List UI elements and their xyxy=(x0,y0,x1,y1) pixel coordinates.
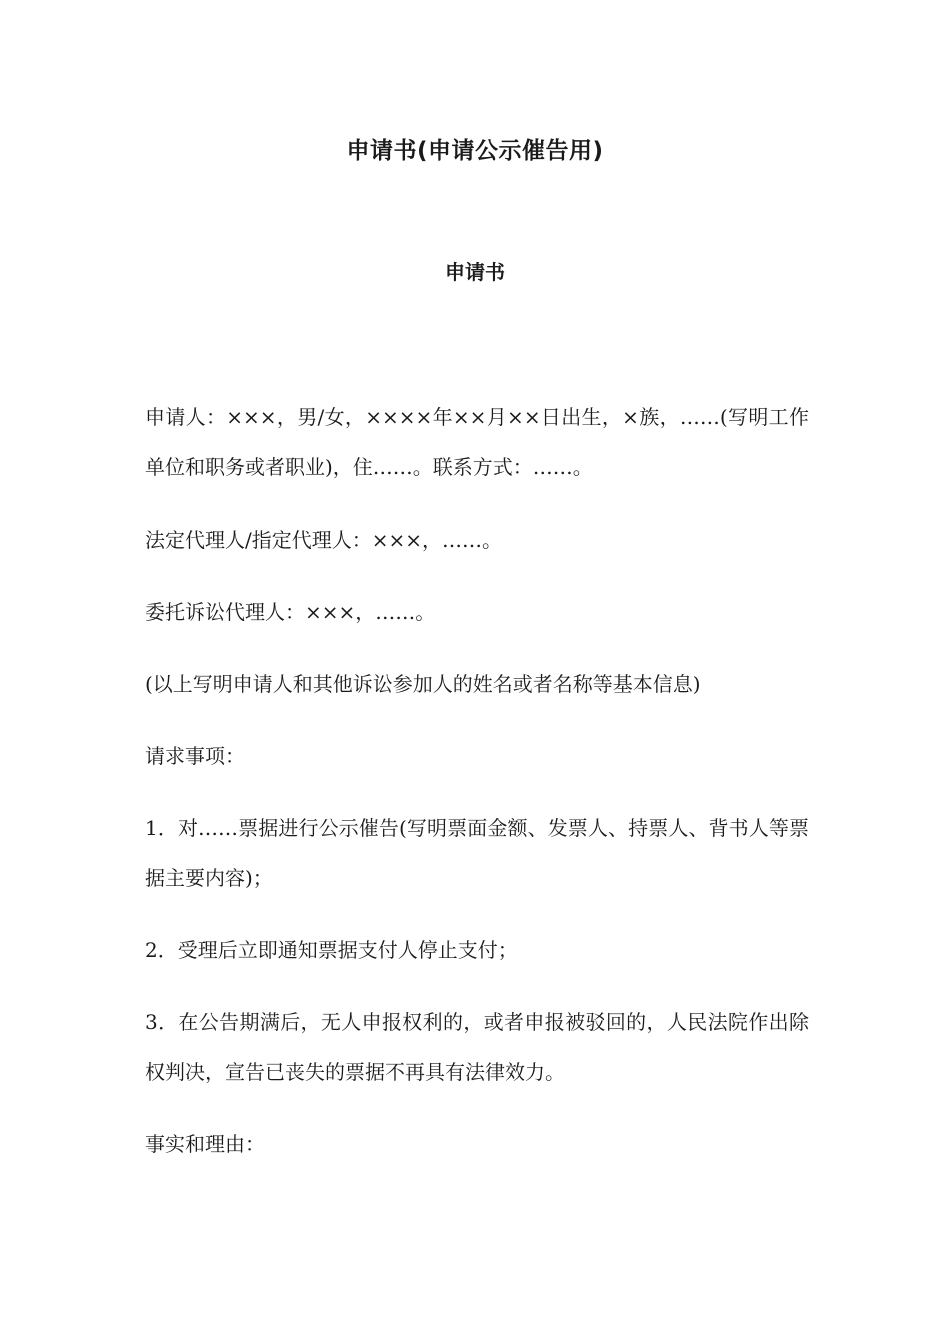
entrusted-agent-paragraph: 委托诉讼代理人：×××，……。 xyxy=(145,600,436,624)
legal-agent-paragraph: 法定代理人/指定代理人：×××，……。 xyxy=(145,528,503,552)
document-title: 申请书(申请公示催告用) xyxy=(346,138,604,164)
claim-item-3: 3．在公告期满后，无人申报权利的，或者申报被驳回的，人民法院作出除权判决，宣告已丧失的票据不再具有法律效力。 xyxy=(145,1010,809,1084)
claim-item-2: 2．受理后立即通知票据支付人停止支付； xyxy=(145,938,518,962)
document-subtitle: 申请书 xyxy=(445,260,505,284)
applicant-paragraph: 申请人：×××，男/女，××××年××月××日出生，×族，……(写明工作单位和职务或者职业)，住……。联系方式：……。 xyxy=(145,405,809,479)
participants-note: (以上写明申请人和其他诉讼参加人的姓名或者名称等基本信息) xyxy=(145,672,701,696)
facts-heading: 事实和理由： xyxy=(145,1132,265,1156)
claims-heading: 请求事项： xyxy=(145,744,245,768)
claim-item-1: 1．对……票据进行公示催告(写明票面金额、发票人、持票人、背书人等票据主要内容)； xyxy=(145,816,809,890)
